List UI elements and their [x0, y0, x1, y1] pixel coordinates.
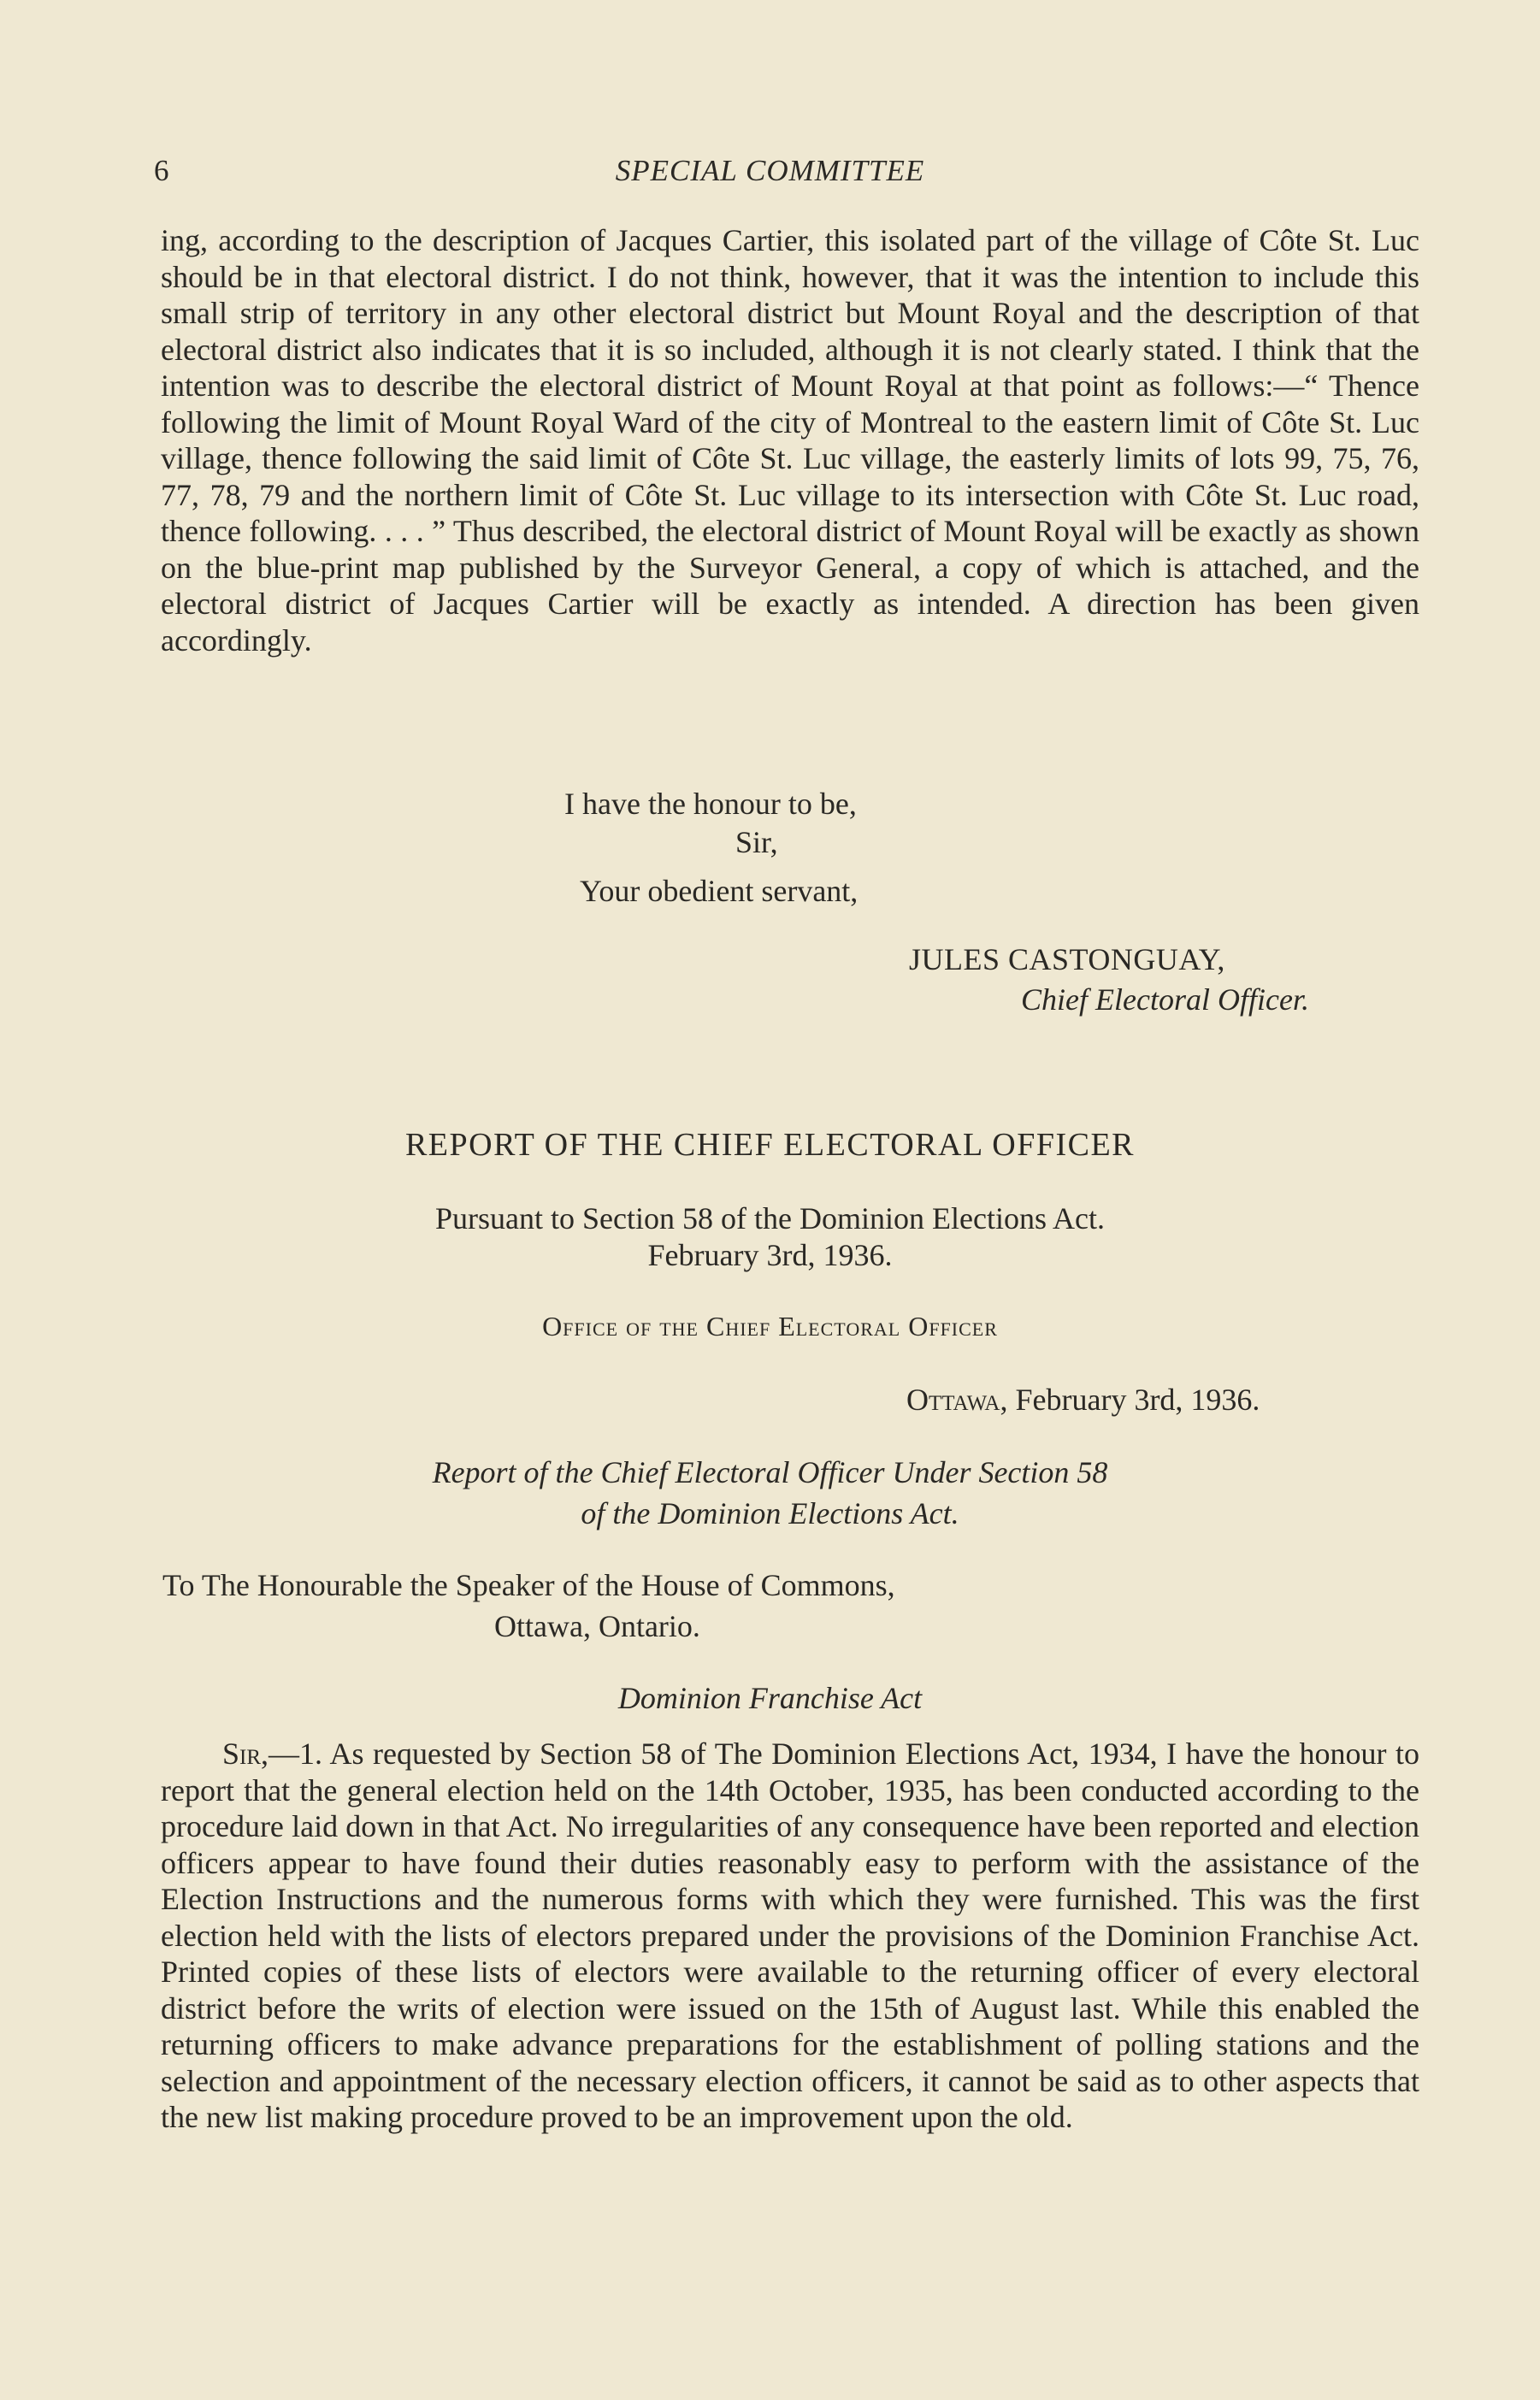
place-date: February 3rd, 1936.: [1007, 1383, 1260, 1417]
closing-line-3: Your obedient servant,: [580, 874, 859, 908]
place-date-line: [906, 1381, 1260, 1418]
address-line-2: Ottawa, Ontario.: [494, 1609, 700, 1643]
address-line-1: To The Honourable the Speaker of the House of Commons,: [162, 1568, 895, 1602]
place-name: Ottawa,: [906, 1383, 1008, 1417]
salutation: Sir,: [222, 1737, 269, 1771]
page-number: 6: [154, 154, 169, 187]
report-title-line-2: of the Dominion Elections Act.: [581, 1496, 959, 1530]
office-line: Office of the Chief Electoral Officer: [542, 1311, 998, 1342]
closing-line-1: I have the honour to be,: [564, 787, 857, 821]
report-date: February 3rd, 1936.: [647, 1238, 893, 1272]
signatory-title: Chief Electoral Officer.: [1021, 982, 1309, 1017]
report-heading: REPORT OF THE CHIEF ELECTORAL OFFICER: [404, 1127, 1136, 1163]
report-pursuant-line: Pursuant to Section 58 of the Dominion Elections Act.: [435, 1201, 1105, 1235]
report-title-line-1: Report of the Chief Electoral Officer Under Section 58: [432, 1455, 1108, 1489]
signatory-name: JULES CASTONGUAY,: [909, 942, 1225, 976]
report-paragraph: [161, 1736, 1419, 2136]
running-head: SPECIAL COMMITTEE: [615, 154, 925, 187]
report-paragraph-text: —1. As requested by Section 58 of The Dominion Elections Act, 1934, I have the honour to report that the general election held on the 14th October, 1935, has been conducted according to the procedure laid down in that Act. No irregularities of any consequence have been reported and election officers appear to have found their duties reasonably easy to perform with the assistance of the Election Instructions and the numerous forms with which they were furnished. This was the first election held with the lists of electors prepared under the provisions of the Dominion Franchise Act. Printed copies of these lists of electors were available to the returning officer of every electoral district before the writs of election were issued on the 15th of August last. While this enabled the returning officers to make advance preparations for the establishment of polling stations and the selection and appointment of the necessary election officers, it cannot be said as to other aspects that the new list making procedure proved to be an improvement upon the old.: [161, 1737, 1419, 2134]
letter-paragraph: ing, according to the description of Jacques Cartier, this isolated part of the village of Côte St. Luc should be in that electoral district. I do not think, however, that it was the intention to include this small strip of territory in any other electoral district but Mount Royal and the description of that electoral district also indicates that it is so included, although it is not clearly stated. I think that the intention was to describe the electoral district of Mount Royal at that point as follows:—“ Thence following the limit of Mount Royal Ward of the city of Montreal to the eastern limit of Côte St. Luc village, thence following the said limit of Côte St. Luc village, the easterly limits of lots 99, 75, 76, 77, 78, 79 and the northern limit of Côte St. Luc village to its intersection with Côte St. Luc road, thence following. . . . ” Thus described, the electoral district of Mount Royal will be exactly as shown on the blue-print map published by the Surveyor General, a copy of which is attached, and the electoral district of Jacques Cartier will be exactly as intended. A direction has been given accordingly.: [161, 223, 1419, 657]
closing-line-2: Sir,: [735, 825, 778, 859]
section-heading: Dominion Franchise Act: [617, 1681, 923, 1715]
